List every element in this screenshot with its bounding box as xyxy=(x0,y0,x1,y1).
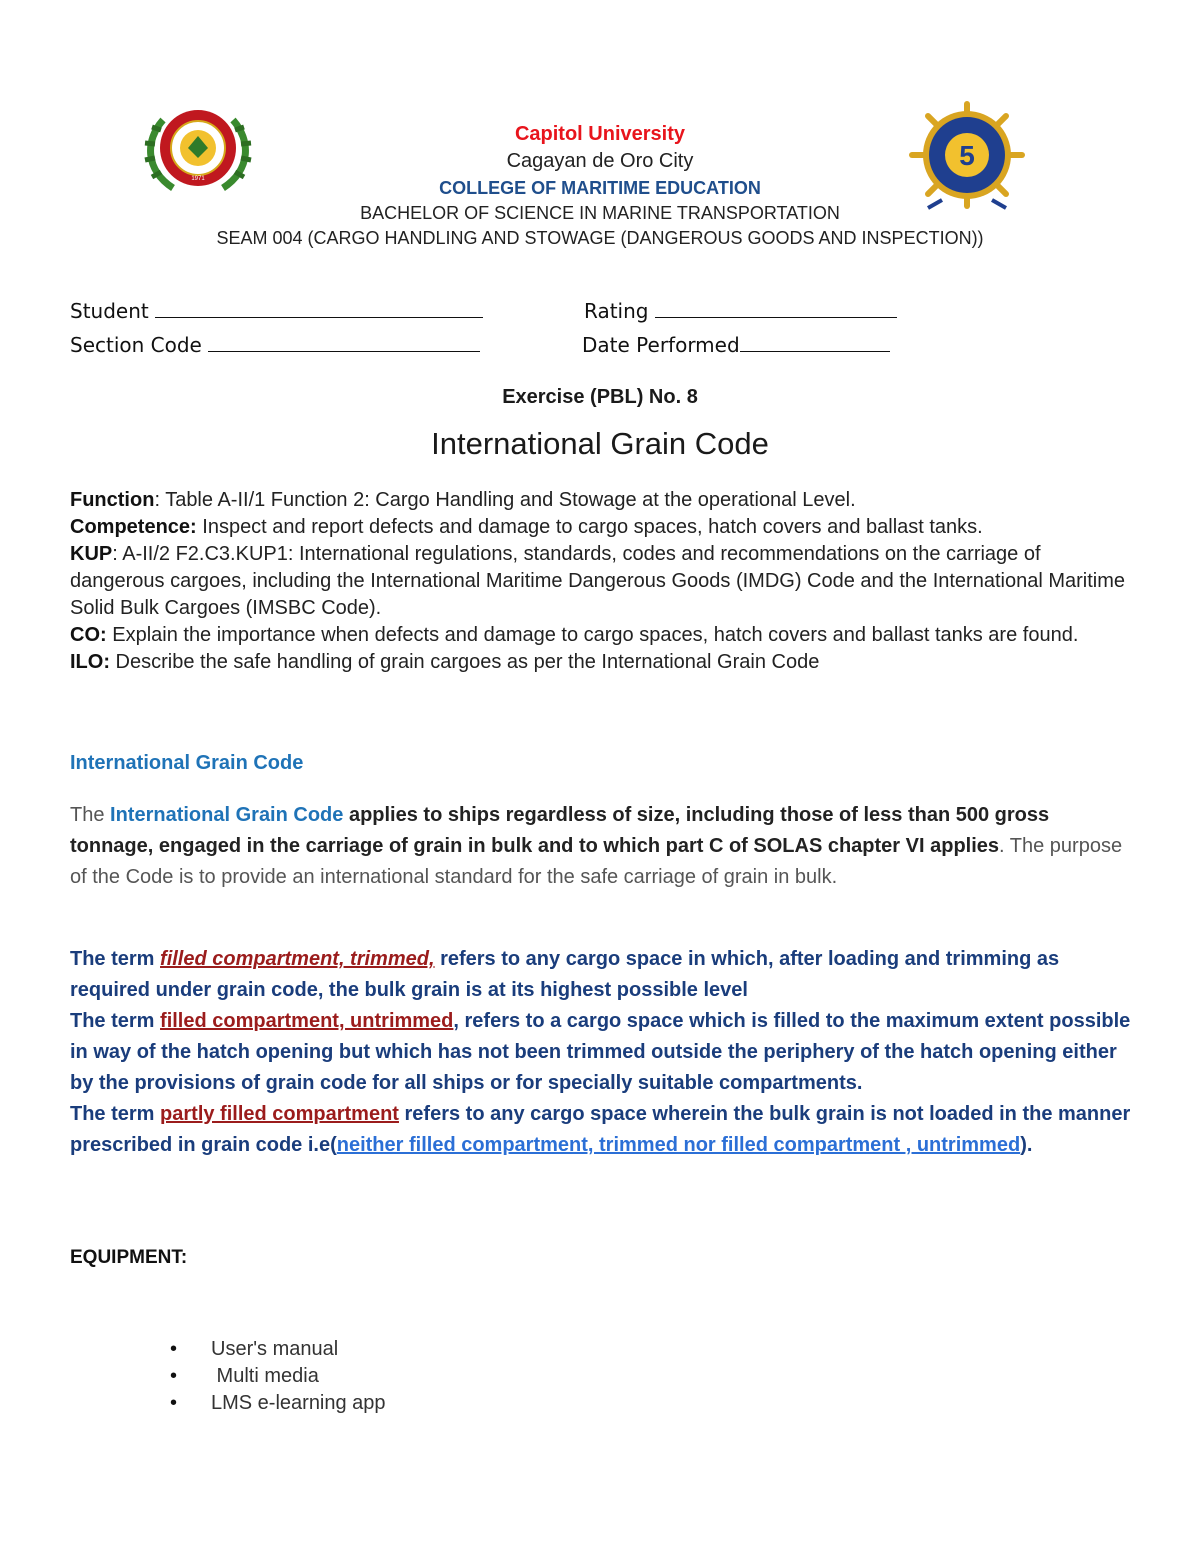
equipment-list xyxy=(170,1336,386,1417)
partly-filled-reference-link[interactable]: neither filled compartment, trimmed nor filled compartment , untrimmed xyxy=(336,1134,1021,1156)
maritime-college-seal-logo xyxy=(902,100,1032,212)
intro-paragraph: The International Grain Code applies to ships regardless of size, including those of less than 500 gross tonnage, engaged in the carriage of grain in bulk and to which part C of SOLAS chapter VI applies. The purpose of the Code is to provide an international standard for the safe carriage of grain in bulk. xyxy=(70,804,1123,888)
rating-field xyxy=(584,297,897,323)
university-name: Capitol University xyxy=(514,123,686,145)
section-code-field xyxy=(70,331,480,357)
rating-label: Rating xyxy=(584,299,649,323)
student-field xyxy=(70,297,483,323)
degree-program: BACHELOR OF SCIENCE IN MARINE TRANSPORTATION xyxy=(360,203,840,223)
co-line: CO: Explain the importance when defects and damage to cargo spaces, hatch covers and ballast tanks are found. xyxy=(70,624,1079,646)
list-item: • User's manual xyxy=(170,1336,386,1363)
course-title: SEAM 004 (CARGO HANDLING AND STOWAGE (DANGEROUS GOODS AND INSPECTION)) xyxy=(216,228,984,248)
date-performed-label: Date Performed xyxy=(582,333,740,357)
seal-number-text: 5 xyxy=(959,140,975,171)
exercise-details xyxy=(70,487,1130,676)
date-performed-blank-line xyxy=(740,331,890,352)
university-city: Cagayan de Oro City xyxy=(506,150,694,172)
term-definitions xyxy=(70,944,1140,1161)
page-title: International Grain Code xyxy=(431,426,769,461)
competence-line: Competence: Inspect and report defects and damage to cargo spaces, hatch covers and ballast tanks. xyxy=(70,516,983,538)
college-name: COLLEGE OF MARITIME EDUCATION xyxy=(439,178,761,198)
list-item: • LMS e-learning app xyxy=(170,1390,386,1417)
exercise-number: Exercise (PBL) No. 8 xyxy=(502,386,698,408)
kup-line: KUP: A-II/2 F2.C3.KUP1: International regulations, standards, codes and recommendations on the carriage of dangerous cargoes, including the International Maritime Dangerous Goods (IMDG) Code and the International Maritime Solid Bulk Cargoes (IMSBC Code). xyxy=(70,543,1125,619)
date-performed-field xyxy=(582,331,890,357)
function-line: Function: Table A-II/1 Function 2: Cargo Handling and Stowage at the operational Level. xyxy=(70,489,856,511)
term-partly-filled: The term partly filled compartment refers to any cargo space wherein the bulk grain is not loaded in the manner prescribed in grain code i.e(neither filled compartment, trimmed nor filled compartment , untrimmed). xyxy=(70,1103,1131,1156)
student-blank-line xyxy=(155,297,483,318)
term-filled-trimmed: The term filled compartment, trimmed, refers to any cargo space in which, after loading and trimming as required under grain code, the bulk grain is at its highest possible level xyxy=(70,948,1060,1001)
student-label: Student xyxy=(70,299,149,323)
section-code-blank-line xyxy=(208,331,480,352)
list-item: • Multi media xyxy=(170,1363,386,1390)
seal-year-text: 1971 xyxy=(191,176,205,182)
rating-blank-line xyxy=(655,297,897,318)
equipment-heading: EQUIPMENT: xyxy=(70,1247,188,1268)
ilo-line: ILO: Describe the safe handling of grain cargoes as per the International Grain Code xyxy=(70,651,820,673)
section-code-label: Section Code xyxy=(70,333,202,357)
section-heading: International Grain Code xyxy=(70,752,304,774)
term-filled-untrimmed: The term filled compartment, untrimmed, refers to a cargo space which is filled to the maximum extent possible in way of the hatch opening but which has not been trimmed outside the periphery of the hatch opening either by the provisions of grain code for all ships or for specially suitable compartments. xyxy=(70,1010,1131,1094)
